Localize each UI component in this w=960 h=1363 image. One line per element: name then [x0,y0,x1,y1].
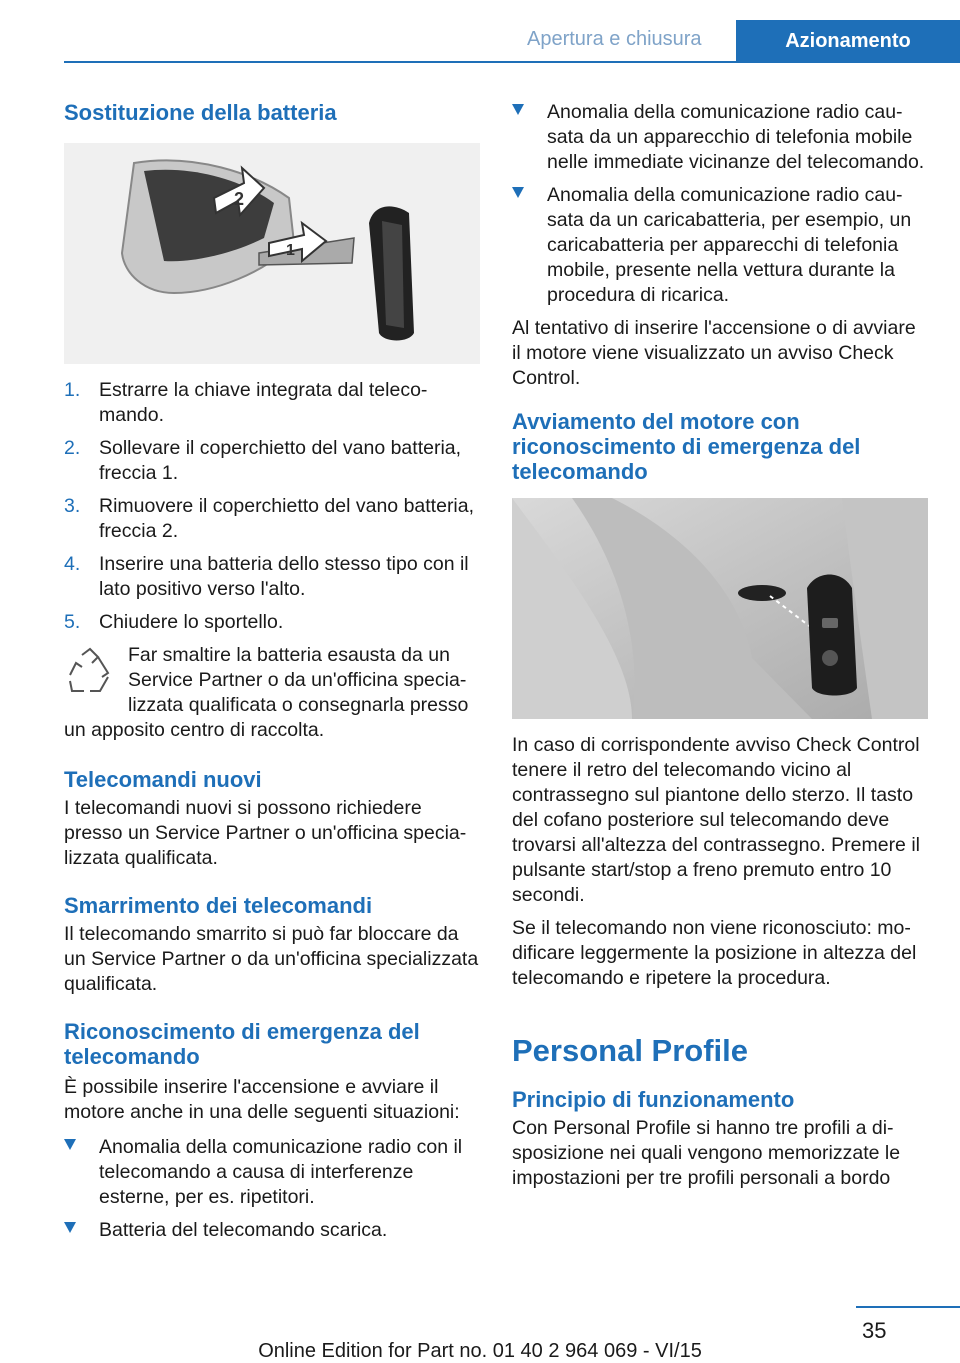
heading-battery-replacement: Sostituzione della batteria [64,100,337,125]
arrow-1-label: 1 [286,242,295,259]
list-item: Batteria del telecomando scarica. [64,1218,480,1243]
recycle-icon [64,645,116,697]
bullet-triangle-icon [512,104,524,115]
list-item: Anomalia della comunicazione radio causata da un apparecchio di telefonia mobile nelle immediate vicinanze del telecomando. [512,100,928,175]
heading-lost-remotes: Smarrimento dei telecomandi [64,893,373,918]
section-tab[interactable]: Azionamento [736,20,960,62]
bullet-triangle-icon [64,1222,76,1233]
heading-personal-profile: Personal Profile [512,1033,749,1068]
new-remotes-text: I telecomandi nuovi si possono richiedere presso un Service Partner o un'officina specializzata qualificata. [64,797,467,869]
heading-principle: Principio di funzionamento [512,1087,795,1112]
steering-column-figure [512,498,928,719]
right-column [512,100,928,1191]
heading-emergency-start: Avviamento del motore con riconoscimento di emergenza del telecomando [512,409,861,484]
bullet-triangle-icon [64,1139,76,1150]
footer-rule [856,1306,960,1308]
check-control-text: Al tentativo di inserire l'accensione o di avviare il motore viene visualizzato un avviso Check Control. [512,317,916,389]
list-item: 3. Rimuovere il coperchietto del vano batteria, freccia 2. [64,495,475,542]
recycle-note: Far smaltire la batteria esausta da un Service Partner o da un'officina specializzata qualificata o consegnarla presso un apposito centro di raccolta. [64,644,469,741]
list-item: 1. Estrarre la chiave integrata dal telecomando. [64,379,428,426]
emergency-situations-list [64,1135,480,1243]
left-column [64,100,480,1251]
emergency-situations-list-continued [512,100,928,308]
page-number: 35 [862,1318,887,1343]
emergency-intro-text: È possibile inserire l'accensione e avviare il motore anche in una delle seguenti situazioni: [64,1076,460,1123]
battery-steps [64,378,480,635]
retry-text: Se il telecomando non viene riconosciuto: modificare leggermente la posizione in altezza del telecomando e ripetere la procedura. [512,917,917,989]
list-item: 2. Sollevare il coperchietto del vano batteria, freccia 1. [64,437,462,484]
list-item: Anomalia della comunicazione radio causata da un caricabatteria, per esempio, un caricabatteria per apparecchi di telefonia mobile, presente nella vettura durante la procedura di ricarica. [512,183,928,308]
key-battery-figure [64,143,480,364]
heading-emergency-detection: Riconoscimento di emergenza del telecomando [64,1019,420,1069]
lost-remotes-text: Il telecomando smarrito si può far bloccare da un Service Partner o da un'officina specializzata qualificata. [64,923,479,995]
edition-footer: Online Edition for Part no. 01 40 2 964 069 - VI/15 [258,1340,702,1362]
procedure-text: In caso di corrispondente avviso Check Control tenere il retro del telecomando vicino al contrassegno sul piantone dello sterzo. Il tasto del cofano posteriore sul telecomando deve trovarsi all'altezza del contrassegno. Premere il pulsante start/stop a freno premuto entro 10 secondi. [512,734,920,906]
list-item: 5. Chiudere lo sportello. [64,611,284,633]
page-header [0,0,960,62]
list-item: 4. Inserire una batteria dello stesso tipo con il lato positivo verso l'alto. [64,553,469,600]
principle-text: Con Personal Profile si hanno tre profili a disposizione nei quali vengono memorizzate le impostazioni per tre profili personali a bordo [512,1117,901,1189]
arrow-2-label: 2 [234,189,245,209]
list-item: Anomalia della comunicazione radio con il telecomando a causa di interferenze esterne, per es. ripetitori. [64,1135,480,1210]
breadcrumb[interactable]: Apertura e chiusura [527,28,702,50]
heading-new-remotes: Telecomandi nuovi [64,767,262,792]
bullet-triangle-icon [512,187,524,198]
header-rule [64,61,960,63]
